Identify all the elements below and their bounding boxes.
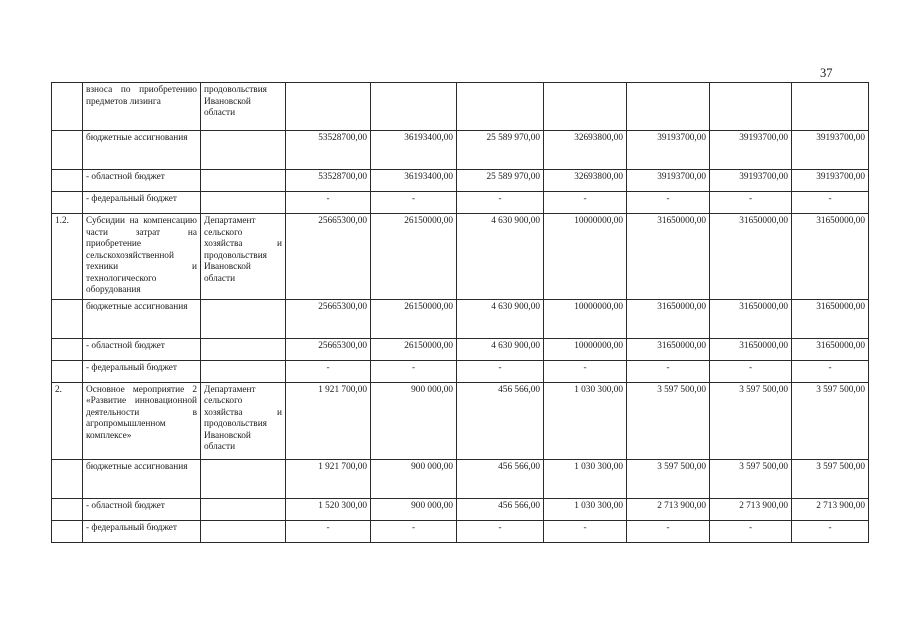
amount-cell: 2 713 900,00	[792, 498, 869, 520]
amount-cell: 10000000,00	[544, 338, 627, 360]
amount-cell: 32693800,00	[544, 170, 627, 192]
amount-cell: 36193400,00	[371, 170, 457, 192]
amount-cell: 900 000,00	[371, 459, 457, 498]
table-row	[52, 520, 869, 542]
amount-cell: 25665300,00	[286, 338, 371, 360]
amount-cell: 1 921 700,00	[286, 459, 371, 498]
executor-cell	[201, 338, 286, 360]
item-name-cell: - областной бюджет	[83, 338, 201, 360]
amount-cell: 25665300,00	[286, 299, 371, 338]
amount-cell: 1 030 300,00	[544, 459, 627, 498]
amount-cell: -	[457, 520, 544, 542]
amount-cell	[544, 83, 627, 131]
amount-cell: -	[792, 360, 869, 382]
amount-cell: 4 630 900,00	[457, 338, 544, 360]
executor-cell	[201, 299, 286, 338]
executor-cell	[201, 459, 286, 498]
table-row	[52, 83, 869, 131]
executor-cell: Департамент сельского хозяйства и продовольствия Ивановской области	[201, 214, 286, 300]
table-row	[52, 382, 869, 459]
amount-cell: 3 597 500,00	[792, 459, 869, 498]
executor-cell: Департамент сельского хозяйства и продовольствия Ивановской области	[201, 382, 286, 459]
executor-cell	[201, 360, 286, 382]
amount-cell: 39193700,00	[792, 170, 869, 192]
item-name-cell: бюджетные ассигнования	[83, 299, 201, 338]
row-number-cell	[52, 498, 83, 520]
amount-cell: 31650000,00	[792, 299, 869, 338]
amount-cell: 31650000,00	[792, 214, 869, 300]
amount-cell: 3 597 500,00	[710, 382, 792, 459]
item-name-cell: - федеральный бюджет	[83, 360, 201, 382]
table-row	[52, 170, 869, 192]
amount-cell: 10000000,00	[544, 214, 627, 300]
executor-cell	[201, 192, 286, 214]
amount-cell: 2 713 900,00	[627, 498, 710, 520]
amount-cell: 53528700,00	[286, 170, 371, 192]
amount-cell: -	[792, 192, 869, 214]
amount-cell	[286, 83, 371, 131]
item-name-cell: - федеральный бюджет	[83, 520, 201, 542]
item-name-cell: бюджетные ассигнования	[83, 131, 201, 170]
amount-cell: 31650000,00	[792, 338, 869, 360]
amount-cell: -	[544, 520, 627, 542]
amount-cell: 39193700,00	[627, 131, 710, 170]
amount-cell: 3 597 500,00	[627, 459, 710, 498]
amount-cell: 456 566,00	[457, 459, 544, 498]
amount-cell	[710, 83, 792, 131]
item-name-cell: Основное мероприятие 2 «Развитие инновационной деятельности в агропромышленном комплексе»	[83, 382, 201, 459]
item-name-cell: взноса по приобретению предметов лизинга	[83, 83, 201, 131]
amount-cell: -	[710, 192, 792, 214]
amount-cell: 31650000,00	[710, 338, 792, 360]
row-number-cell	[52, 338, 83, 360]
amount-cell: 39193700,00	[792, 131, 869, 170]
amount-cell: 3 597 500,00	[792, 382, 869, 459]
amount-cell: 39193700,00	[710, 170, 792, 192]
budget-table	[51, 82, 869, 543]
amount-cell: -	[286, 360, 371, 382]
amount-cell: 456 566,00	[457, 382, 544, 459]
amount-cell: -	[286, 192, 371, 214]
row-number-cell	[52, 131, 83, 170]
amount-cell: 53528700,00	[286, 131, 371, 170]
table-row	[52, 498, 869, 520]
executor-cell	[201, 170, 286, 192]
amount-cell: -	[710, 520, 792, 542]
table-row	[52, 214, 869, 300]
amount-cell: 900 000,00	[371, 382, 457, 459]
amount-cell: 3 597 500,00	[710, 459, 792, 498]
amount-cell: -	[371, 192, 457, 214]
amount-cell: 25 589 970,00	[457, 131, 544, 170]
amount-cell: -	[544, 192, 627, 214]
amount-cell: 36193400,00	[371, 131, 457, 170]
page-number: 37	[820, 66, 833, 80]
executor-cell	[201, 131, 286, 170]
amount-cell: 25 589 970,00	[457, 170, 544, 192]
amount-cell: 2 713 900,00	[710, 498, 792, 520]
amount-cell: -	[457, 360, 544, 382]
amount-cell: 32693800,00	[544, 131, 627, 170]
amount-cell: 31650000,00	[627, 299, 710, 338]
amount-cell: -	[544, 360, 627, 382]
amount-cell: 1 030 300,00	[544, 382, 627, 459]
amount-cell: 1 520 300,00	[286, 498, 371, 520]
row-number-cell	[52, 459, 83, 498]
amount-cell: 900 000,00	[371, 498, 457, 520]
amount-cell: 25665300,00	[286, 214, 371, 300]
amount-cell: 26150000,00	[371, 338, 457, 360]
amount-cell: 31650000,00	[627, 214, 710, 300]
amount-cell: -	[371, 520, 457, 542]
amount-cell: 31650000,00	[627, 338, 710, 360]
amount-cell: 39193700,00	[627, 170, 710, 192]
table-row	[52, 192, 869, 214]
item-name-cell: - областной бюджет	[83, 170, 201, 192]
table-row	[52, 459, 869, 498]
amount-cell: -	[792, 520, 869, 542]
amount-cell	[457, 83, 544, 131]
table-body	[52, 83, 869, 543]
item-name-cell: - федеральный бюджет	[83, 192, 201, 214]
item-name-cell: - областной бюджет	[83, 498, 201, 520]
amount-cell	[627, 83, 710, 131]
row-number-cell: 2.	[52, 382, 83, 459]
row-number-cell	[52, 520, 83, 542]
amount-cell: 1 030 300,00	[544, 498, 627, 520]
amount-cell: -	[371, 360, 457, 382]
row-number-cell	[52, 360, 83, 382]
item-name-cell: Субсидии на компенсацию части затрат на приобретение сельскохозяйственной техники и технологического оборудования	[83, 214, 201, 300]
amount-cell: -	[627, 192, 710, 214]
table-row	[52, 360, 869, 382]
amount-cell: 1 921 700,00	[286, 382, 371, 459]
row-number-cell	[52, 299, 83, 338]
amount-cell: -	[286, 520, 371, 542]
executor-cell	[201, 520, 286, 542]
amount-cell: -	[710, 360, 792, 382]
amount-cell: 456 566,00	[457, 498, 544, 520]
amount-cell: -	[627, 520, 710, 542]
amount-cell: 4 630 900,00	[457, 299, 544, 338]
amount-cell: -	[627, 360, 710, 382]
amount-cell: 26150000,00	[371, 299, 457, 338]
amount-cell: 4 630 900,00	[457, 214, 544, 300]
amount-cell: 3 597 500,00	[627, 382, 710, 459]
amount-cell: 39193700,00	[710, 131, 792, 170]
amount-cell: 26150000,00	[371, 214, 457, 300]
row-number-cell: 1.2.	[52, 214, 83, 300]
row-number-cell	[52, 192, 83, 214]
amount-cell: -	[457, 192, 544, 214]
executor-cell: продовольствия Ивановской области	[201, 83, 286, 131]
amount-cell	[371, 83, 457, 131]
table-row	[52, 338, 869, 360]
amount-cell: 10000000,00	[544, 299, 627, 338]
table-row	[52, 131, 869, 170]
amount-cell	[792, 83, 869, 131]
amount-cell: 31650000,00	[710, 214, 792, 300]
row-number-cell	[52, 83, 83, 131]
item-name-cell: бюджетные ассигнования	[83, 459, 201, 498]
table-row	[52, 299, 869, 338]
amount-cell: 31650000,00	[710, 299, 792, 338]
executor-cell	[201, 498, 286, 520]
row-number-cell	[52, 170, 83, 192]
